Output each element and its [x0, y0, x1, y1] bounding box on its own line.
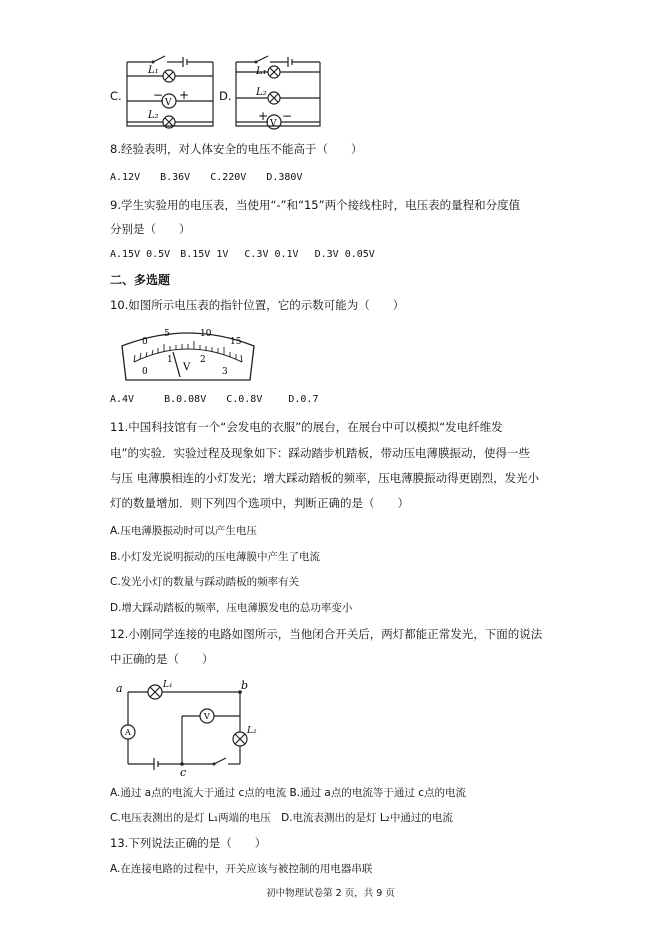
node-c: c: [180, 766, 187, 778]
q12-line2: 中正确的是（ ）: [110, 652, 214, 666]
ammeter-label: A: [125, 728, 131, 737]
c-l2-label: L₂: [148, 110, 159, 121]
q11-option-c: C.发光小灯的数量与踩动踏板的频率有关: [110, 576, 300, 588]
d-v-label: V: [270, 119, 277, 129]
q10-options: A.4V B.0.08V C.0.8V D.0.7: [110, 394, 319, 405]
lamp-l2-label: L₂: [247, 726, 257, 736]
q11-option-b: B.小灯发光说明振动的压电薄膜中产生了电流: [110, 551, 321, 563]
q8-stem: 8.经验表明，对人体安全的电压不能高于（ ）: [110, 142, 363, 156]
q11-option-d: D.增大踩动踏板的频率，压电薄膜发电的总功率变小: [110, 602, 353, 614]
d-l2-label: L₂: [256, 87, 267, 98]
q13-option-a: A.在连接电路的过程中，开关应该与被控制的用电器串联: [110, 863, 373, 875]
voltmeter-dial: [120, 322, 256, 384]
q11-line2: 电”的实验．实验过程及现象如下：踩动踏步机踏板，带动压电薄膜振动，使得一些: [110, 446, 530, 460]
d-l1-label: L₁: [256, 66, 267, 77]
q9-stem-line1: 9.学生实验用的电压表，当使用“-”和“15”两个接线柱时，电压表的量程和分度值: [110, 198, 521, 212]
upper-tick-5: 5: [164, 329, 170, 339]
q10-stem: 10.如图所示电压表的指针位置，它的示数可能为（ ）: [110, 298, 405, 312]
c-v-label: V: [165, 98, 172, 108]
upper-tick-0: 0: [142, 337, 148, 347]
q12-line1: 12.小刚同学连接的电路如图所示，当他闭合开关后，两灯都能正常发光，下面的说法: [110, 627, 543, 641]
c-plus: +: [179, 88, 190, 102]
q11-line1: 11.中国科技馆有一个“会发电的衣服”的展台，在展台中可以模拟“发电纤维发: [110, 420, 503, 434]
q8-options: A.12V B.36V C.220V D.380V: [110, 172, 303, 183]
d-minus: −: [282, 109, 293, 123]
circuit-diagram-q12: [112, 678, 272, 778]
voltmeter-label: V: [204, 712, 210, 721]
q11-line4: 灯的数量增加．则下列四个选项中，判断正确的是（ ）: [110, 496, 409, 510]
q13-stem: 13.下列说法正确的是（ ）: [110, 836, 267, 850]
page-footer: 初中物理试卷第 2 页，共 9 页: [266, 888, 395, 899]
q11-option-a: A.压电薄膜振动时可以产生电压: [110, 525, 257, 537]
dial-unit: V: [183, 362, 191, 373]
circuit-diagram-d: [218, 52, 326, 134]
q11-line3: 与压 电薄膜相连的小灯发光；增大踩动踏板的频率，压电薄膜振动得更剧烈，发光小: [110, 471, 540, 485]
option-c-label: C.: [110, 89, 122, 103]
section-title: 二、多选题: [110, 273, 171, 287]
lamp-l1-label: L₁: [163, 680, 173, 690]
lower-tick-1: 1: [167, 355, 173, 365]
option-d-label: D.: [219, 89, 232, 103]
upper-tick-15: 15: [230, 337, 242, 347]
c-l1-label: L₁: [148, 65, 159, 76]
c-minus: −: [153, 88, 164, 102]
lower-tick-2: 2: [200, 355, 206, 365]
node-b: b: [241, 679, 249, 692]
q12-options-ab: A.通过 a点的电流大于通过 c点的电流 B.通过 a点的电流等于通过 c点的电流: [110, 787, 466, 799]
q9-stem-line2: 分别是（ ）: [110, 222, 191, 236]
upper-tick-10: 10: [200, 329, 212, 339]
lower-tick-3: 3: [222, 367, 228, 377]
lower-tick-0: 0: [142, 367, 148, 377]
node-a: a: [116, 682, 123, 695]
q9-options: A.15V 0.5V B.15V 1V C.3V 0.1V D.3V 0.05V: [110, 249, 375, 260]
q12-options-cd: C.电压表测出的是灯 L₁两端的电压 D.电流表测出的是灯 L₂中通过的电流: [110, 812, 453, 824]
d-plus: +: [258, 109, 269, 123]
circuit-diagram-c: [105, 52, 217, 134]
